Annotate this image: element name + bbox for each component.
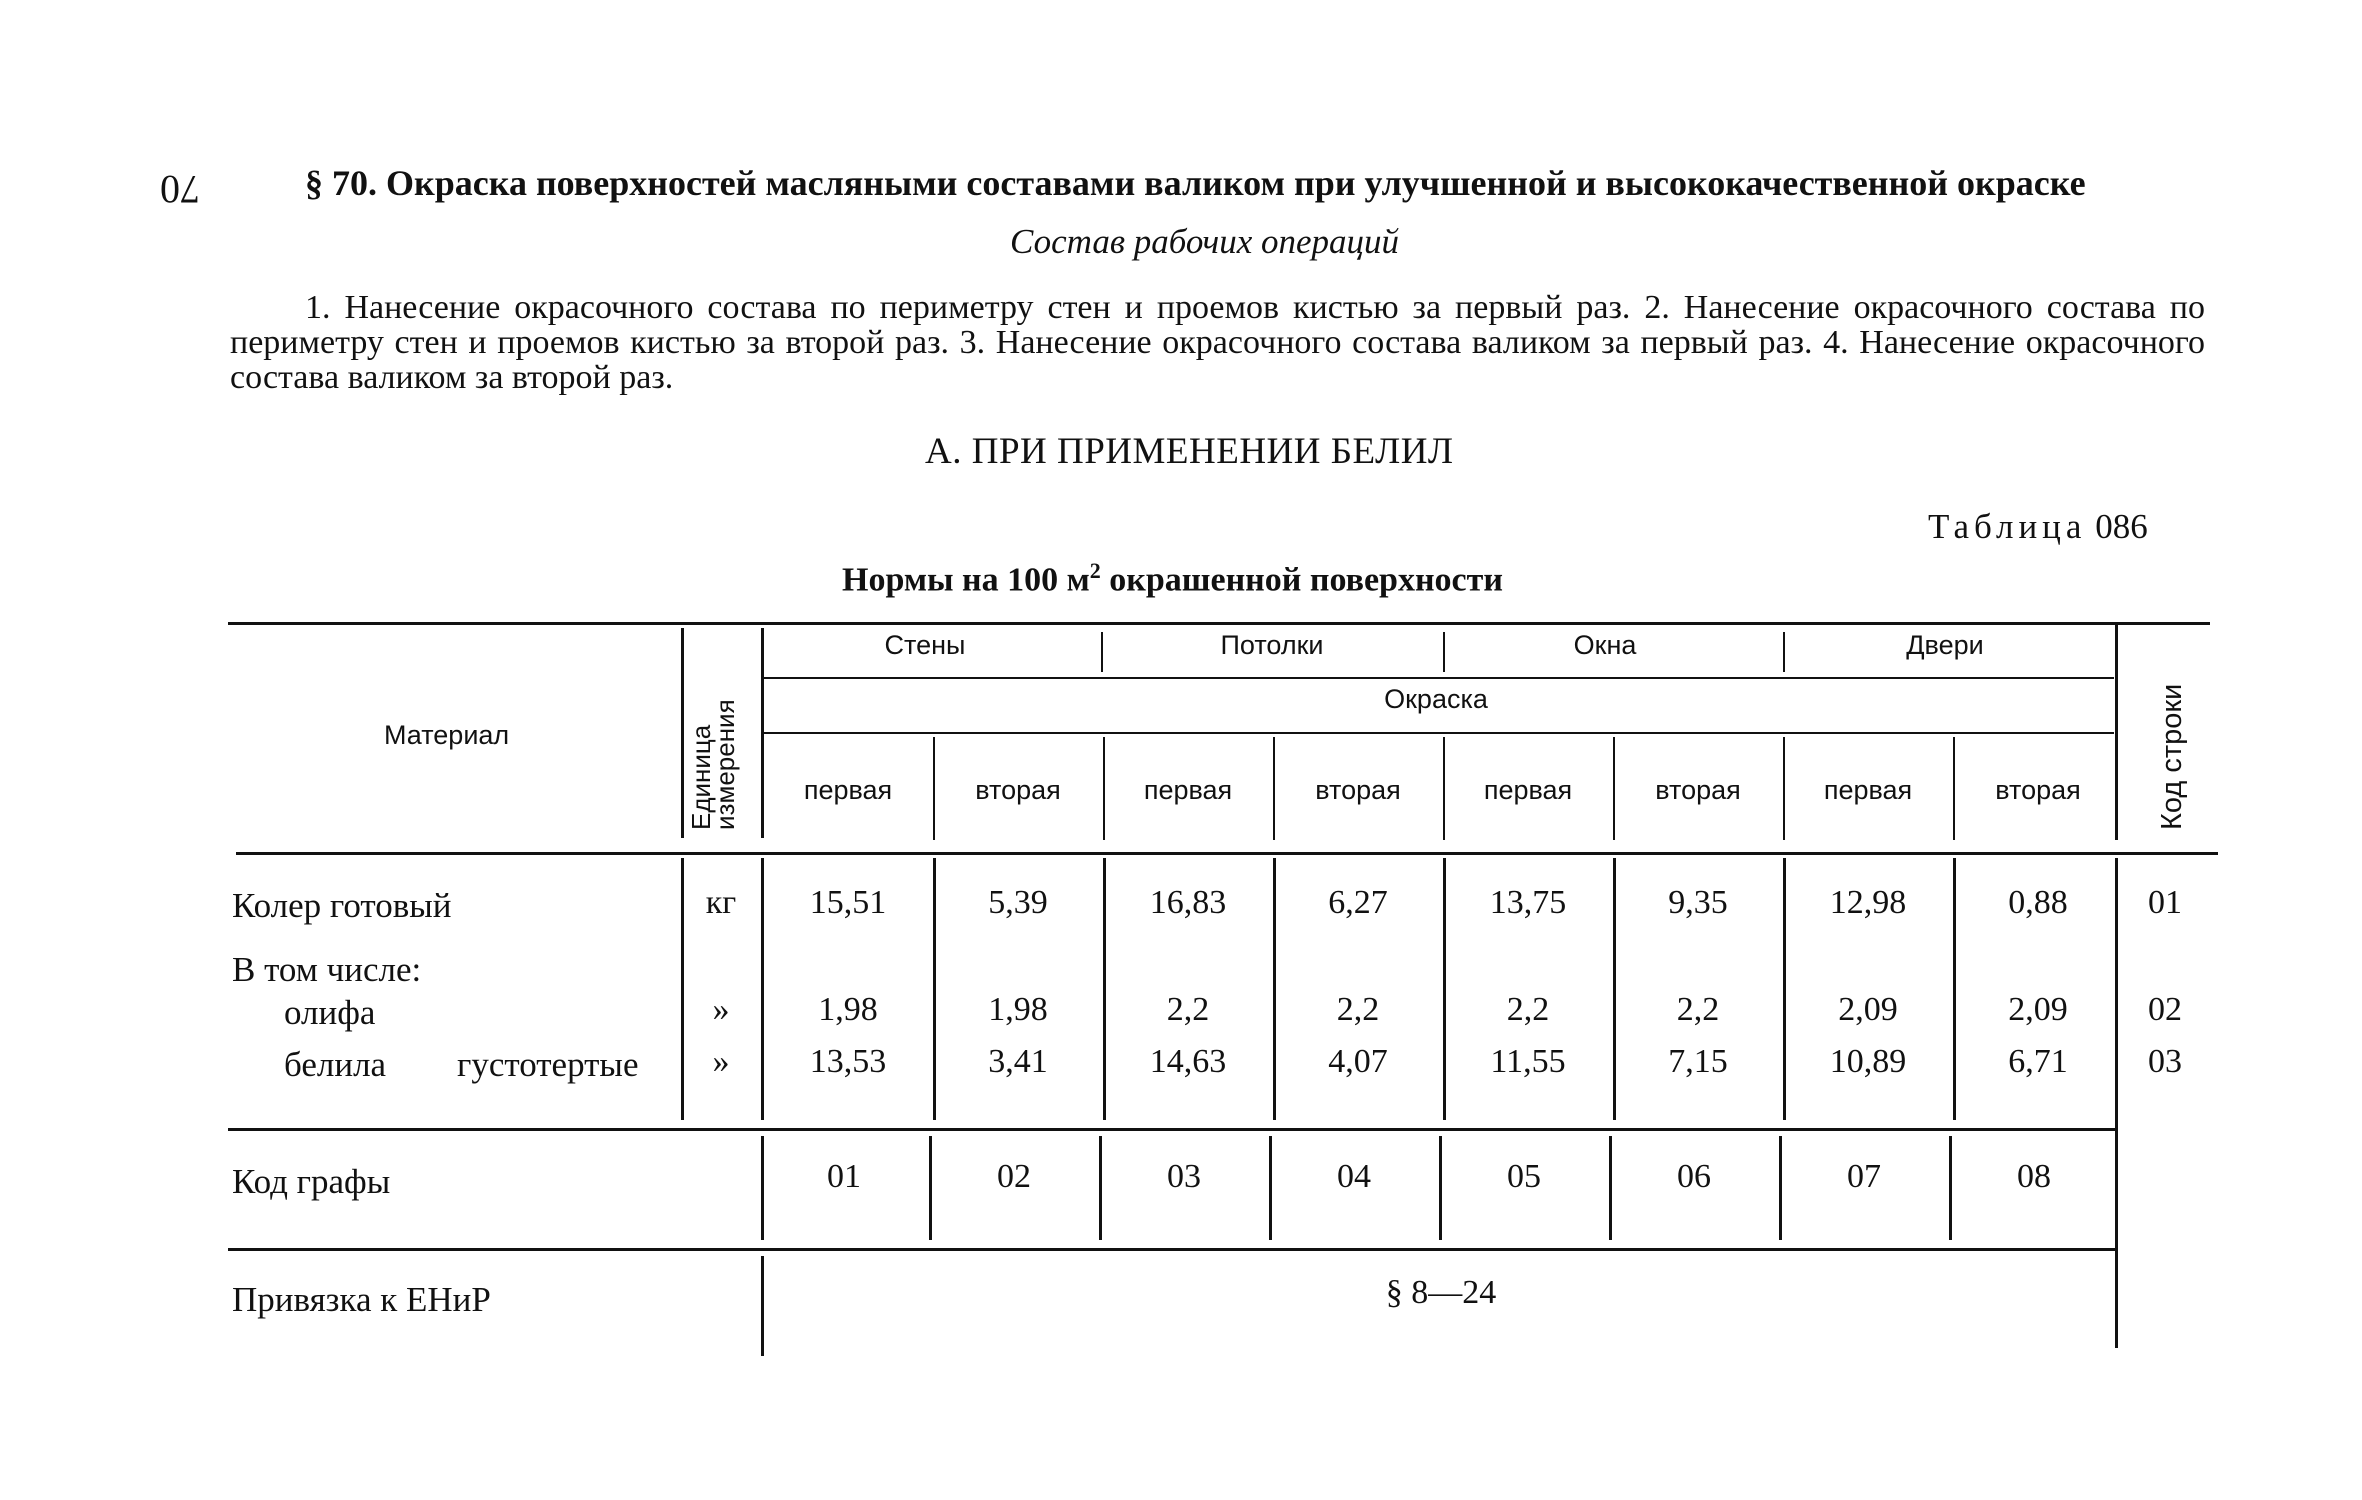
vline-code-6 <box>1779 1136 1782 1240</box>
vline-rowcode-header <box>2115 622 2118 840</box>
row-code-02: 02 <box>2148 991 2182 1028</box>
vline-sub-3 <box>1273 737 1275 840</box>
cell-r2-c4: 2,2 <box>1336 991 1380 1028</box>
unit-row4: » <box>712 1043 730 1080</box>
vline-body-5 <box>1613 858 1616 1120</box>
operations-subtitle: Состав рабочих операций <box>1010 222 1400 261</box>
vline-code-3 <box>1269 1136 1272 1240</box>
operations-paragraph <box>230 290 2205 395</box>
subcol-1: первая <box>803 775 893 805</box>
group-ceilings: Потолки <box>1220 630 1324 660</box>
unit-header-line2: измерения <box>710 699 740 830</box>
subcol-5: первая <box>1483 775 1573 805</box>
table-number-label <box>1928 507 2148 547</box>
vline-body-4 <box>1443 858 1446 1120</box>
vline-sub-2 <box>1103 737 1105 840</box>
vline-body-1 <box>933 858 936 1120</box>
cell-r3-c2: 3,41 <box>988 1043 1048 1080</box>
vline-code-1 <box>929 1136 932 1240</box>
row-label-belila-1: белила <box>284 1045 387 1084</box>
column-code-01: 01 <box>827 1158 861 1195</box>
vline-code-4 <box>1439 1136 1442 1240</box>
cell-r1-c6: 9,35 <box>1668 884 1728 921</box>
vline-group-1 <box>1101 632 1103 672</box>
table-number: 086 <box>2095 507 2148 546</box>
vline-unit-left <box>681 628 684 838</box>
vline-code-2 <box>1099 1136 1102 1240</box>
cell-r3-c3: 14,63 <box>1149 1043 1227 1080</box>
cell-r2-c7: 2,09 <box>1838 991 1898 1028</box>
cell-r3-c8: 6,71 <box>2008 1043 2068 1080</box>
operation-bottom-rule <box>764 732 2114 734</box>
cell-r2-c5: 2,2 <box>1506 991 1550 1028</box>
vline-group-3 <box>1783 632 1785 672</box>
codes-bottom-rule <box>228 1248 2115 1251</box>
group-windows: Окна <box>1573 630 1637 660</box>
group-doors: Двери <box>1906 630 1984 660</box>
section-title: § 70. Окраска поверхностей масляными составами валиком при улучшенной и высококачественной окраске <box>305 163 2086 203</box>
vline-sub-4 <box>1443 737 1445 840</box>
vline-unit-left-body <box>681 858 684 1120</box>
cell-r2-c3: 2,2 <box>1166 991 1210 1028</box>
page-number: 70 <box>160 167 200 212</box>
row-code-header: Код строки <box>2156 683 2188 830</box>
vline-group-2 <box>1443 632 1445 672</box>
vline-sub-7 <box>1953 737 1955 840</box>
row-label-koler: Колер готовый <box>232 886 452 925</box>
column-code-04: 04 <box>1337 1158 1371 1195</box>
row-label-including: В том числе: <box>232 950 422 989</box>
cell-r3-c5: 11,55 <box>1490 1043 1566 1080</box>
caption-superscript: 2 <box>1089 558 1101 583</box>
vline-sub-1 <box>933 737 935 840</box>
row-label-olifa: олифа <box>284 993 376 1032</box>
column-code-08: 08 <box>2017 1158 2051 1195</box>
table-caption <box>842 558 1503 599</box>
cell-r3-c1: 13,53 <box>809 1043 887 1080</box>
cell-r2-c6: 2,2 <box>1676 991 1720 1028</box>
body-bottom-rule <box>228 1128 2115 1131</box>
unit-header-line1: Единица <box>686 724 716 830</box>
vline-codes-left <box>761 1136 764 1240</box>
vline-body-7 <box>1953 858 1956 1120</box>
cell-r1-c5: 13,75 <box>1489 884 1567 921</box>
table-top-rule <box>228 622 2210 625</box>
groups-bottom-rule <box>764 677 2114 679</box>
operations-text: 1. Нанесение окрасочного состава по периметру стен и проемов кистью за первый раз. 2. Нанесение окрасочного состава по периметру стен и проемов кистью за второй раз. 3. Нанесение окрасочного состава валиком за первый раз. 4. Нанесение окрасочного состава валиком за второй раз. <box>230 289 2205 396</box>
material-header: Материал <box>384 720 510 750</box>
column-code-06: 06 <box>1677 1158 1711 1195</box>
cell-r1-c1: 15,51 <box>809 884 887 921</box>
vline-body-6 <box>1783 858 1786 1120</box>
row-label-belila-2: густотертые <box>457 1045 639 1084</box>
unit-header <box>686 699 740 830</box>
table-label: Таблица <box>1928 507 2087 546</box>
subcol-6: вторая <box>1655 775 1741 805</box>
subcol-7: первая <box>1823 775 1913 805</box>
vline-unit-right <box>761 628 764 838</box>
cell-r3-c7: 10,89 <box>1829 1043 1907 1080</box>
subcol-8: вторая <box>1995 775 2081 805</box>
reference-label: Привязка к ЕНиР <box>232 1280 491 1319</box>
cell-r1-c8: 0,88 <box>2008 884 2068 921</box>
vline-code-7 <box>1949 1136 1952 1240</box>
row-code-03: 03 <box>2148 1043 2182 1080</box>
vline-unit-right-body <box>761 858 764 1120</box>
cell-r1-c3: 16,83 <box>1149 884 1227 921</box>
operation-header: Окраска <box>1384 684 1488 714</box>
cell-r1-c4: 6,27 <box>1328 884 1388 921</box>
cell-r3-c4: 4,07 <box>1328 1043 1388 1080</box>
cell-r1-c7: 12,98 <box>1829 884 1907 921</box>
vline-body-3 <box>1273 858 1276 1120</box>
header-bottom-rule <box>236 852 2218 855</box>
unit-row1: кг <box>705 884 737 921</box>
cell-r2-c1: 1,98 <box>818 991 878 1028</box>
vline-sub-6 <box>1783 737 1785 840</box>
cell-r2-c8: 2,09 <box>2008 991 2068 1028</box>
vline-sub-5 <box>1613 737 1615 840</box>
vline-rowcode-body <box>2115 858 2118 1348</box>
column-code-03: 03 <box>1167 1158 1201 1195</box>
group-walls: Стены <box>884 630 966 660</box>
subcol-3: первая <box>1143 775 1233 805</box>
subcol-2: вторая <box>975 775 1061 805</box>
column-code-02: 02 <box>997 1158 1031 1195</box>
row-code-01: 01 <box>2148 884 2182 921</box>
unit-row3: » <box>712 991 730 1028</box>
column-code-05: 05 <box>1507 1158 1541 1195</box>
vline-code-5 <box>1609 1136 1612 1240</box>
vline-body-2 <box>1103 858 1106 1120</box>
caption-text: Нормы на 100 м <box>842 561 1090 599</box>
column-codes-label: Код графы <box>232 1162 391 1201</box>
cell-r3-c6: 7,15 <box>1668 1043 1728 1080</box>
vline-ref-left <box>761 1256 764 1356</box>
column-code-07: 07 <box>1847 1158 1881 1195</box>
reference-value: § 8—24 <box>1385 1274 1497 1311</box>
subcol-4: вторая <box>1315 775 1401 805</box>
cell-r2-c2: 1,98 <box>988 991 1048 1028</box>
section-heading: А. ПРИ ПРИМЕНЕНИИ БЕЛИЛ <box>925 431 1454 472</box>
caption-text-end: окрашенной поверхности <box>1100 561 1503 599</box>
cell-r1-c2: 5,39 <box>988 884 1048 921</box>
